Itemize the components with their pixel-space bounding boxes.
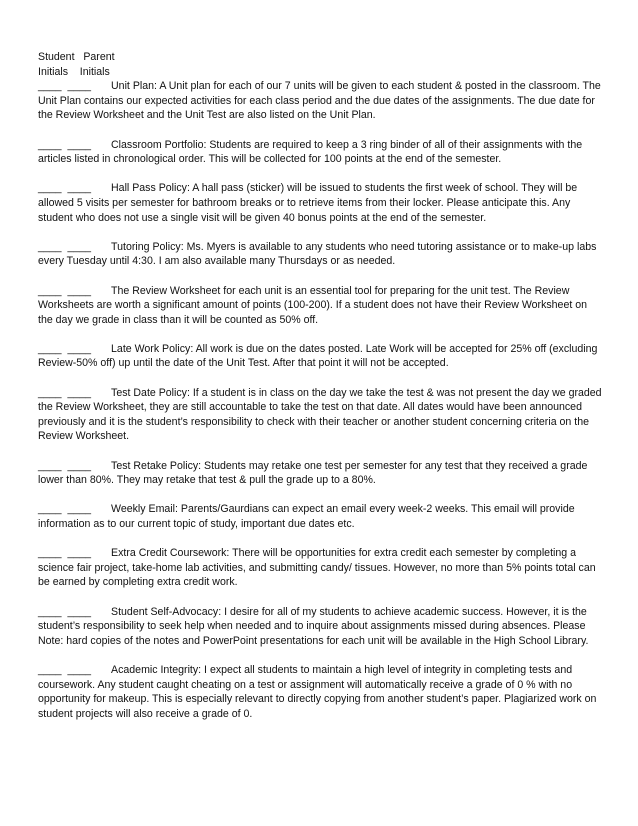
initials-blanks[interactable]: ____ ____ [38, 284, 92, 297]
initials-blanks[interactable]: ____ ____ [38, 459, 92, 472]
initials-blanks[interactable]: ____ ____ [38, 240, 92, 253]
initials-blanks[interactable]: ____ ____ [38, 138, 92, 151]
policy-text: Hall Pass Policy: A hall pass (sticker) will be issued to students the first week of school. They will be allowed 5 visits per semester for bathroom breaks or to retrieve items from their locker. Please anticipate this. Any student who does not use a single visit will be given 40 bonus points at the end of the semester. [38, 182, 578, 224]
policy-text: Extra Credit Coursework: There will be opportunities for extra credit each semester by completing a science fair project, take-home lab activities, and submitting candy/ tissues. However, no more than 5% points total can be earned by completing extra credit work. [38, 547, 596, 589]
initials-blanks[interactable]: ____ ____ [38, 605, 92, 618]
policy-text: Test Date Policy: If a student is in class on the day we take the test & was not present the day we graded the Review Worksheet, they are still accountable to take the test on that date. All dates would have been announced previously and it is the student’s responsibility to check with their teacher or another student concerning criteria on the Review Worksheet. [38, 386, 602, 443]
policy-self-advocacy [38, 605, 604, 649]
policy-text: Late Work Policy: All work is due on the dates posted. Late Work will be accepted for 25% off (excluding Review-50% off) up until the date of the Unit Test. After that point it will not be accepted. [38, 342, 598, 370]
initials-header: Initials Initials [38, 65, 110, 78]
policy-text: Test Retake Policy: Students may retake one test per semester for any test that they received a grade lower than 80%. They may retake that test & pull the grade up to a 80%. [38, 459, 588, 487]
policy-classroom-portfolio [38, 138, 604, 167]
policy-document [38, 50, 604, 736]
policy-review-worksheet [38, 284, 604, 328]
initials-blanks[interactable]: ____ ____ [38, 503, 92, 516]
initials-blanks[interactable]: ____ ____ [38, 663, 92, 676]
policy-text: Academic Integrity: I expect all students to maintain a high level of integrity in completing tests and coursework. Any student caught cheating on a test or assignment will automatically receive a grade of 0 % with no opportunity for makeup. This is especially relevant to directly copying from another student’s paper. Plagiarized work on student projects will also receive a grade of 0. [38, 663, 597, 720]
policy-text: Tutoring Policy: Ms. Myers is available to any students who need tutoring assistance or to make-up labs every Tuesday until 4:30. I am also available many Thursdays or as needed. [38, 240, 597, 268]
policy-text: The Review Worksheet for each unit is an essential tool for preparing for the unit test. The Review Worksheets are worth a significant amount of points (100-200). If a student does not have their Review Worksheet on the day we grade in class than it will be counted as 50% off. [38, 284, 588, 326]
policy-unit-plan [38, 79, 604, 123]
policy-tutoring [38, 240, 604, 269]
policy-extra-credit [38, 546, 604, 590]
initials-blanks[interactable]: ____ ____ [38, 342, 92, 355]
policy-text: Classroom Portfolio: Students are required to keep a 3 ring binder of all of their assignments with the articles listed in chronological order. This will be collected for 100 points at the end of the semester. [38, 138, 583, 166]
initials-blanks[interactable]: ____ ____ [38, 80, 92, 93]
policy-text: Student Self-Advocacy: I desire for all of my students to achieve academic success. However, it is the student’s responsibility to seek help when needed and to inquire about assignments missed during absences. Please Note: hard copies of the notes and PowerPoint presentations for each unit will be available in the High School Library. [38, 605, 589, 647]
policy-academic-integrity [38, 663, 604, 721]
policy-test-date [38, 386, 604, 444]
initials-blanks[interactable]: ____ ____ [38, 386, 92, 399]
initials-blanks[interactable]: ____ ____ [38, 182, 92, 195]
student-header: Student Parent [38, 51, 115, 63]
policy-late-work [38, 342, 604, 371]
policy-weekly-email [38, 502, 604, 531]
policy-hall-pass [38, 181, 604, 225]
initials-blanks[interactable]: ____ ____ [38, 547, 92, 560]
policy-text: Weekly Email: Parents/Gaurdians can expect an email every week-2 weeks. This email will provide information as to our current topic of study, important due dates etc. [38, 503, 575, 530]
policy-test-retake [38, 459, 604, 488]
policy-text: Unit Plan: A Unit plan for each of our 7 units will be given to each student & posted in the classroom. The Unit Plan contains our expected activities for each class period and the due dates of the assignments. The due date for the Review Worksheet and the Unit Test are also listed on the Unit Plan. [38, 80, 601, 122]
